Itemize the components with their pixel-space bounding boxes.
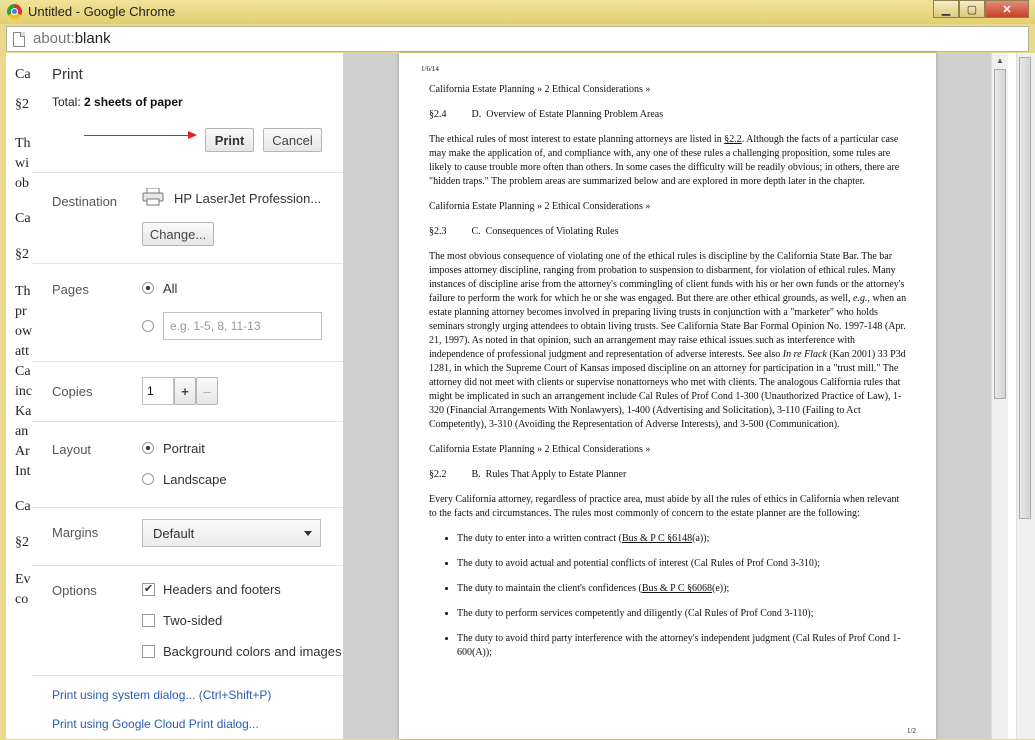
chrome-logo-icon [7, 4, 22, 19]
margins-selected-value: Default [153, 526, 195, 541]
section-heading: §2.3 C. Consequences of Violating Rules [429, 226, 619, 237]
text-run: . Although the facts of a particular case may make the application of, and compliance with, any one of these rules a challenging proposition, some rules are likely to cause trouble more often than others. In some cases the difficulty will be readily obvious; in others, there are "hidden traps." The problem areas are summarized below and are explored in more depth later in the chapter. [429, 134, 900, 187]
total-label: Total: [52, 95, 85, 109]
window-controls [933, 0, 1029, 18]
destination-label: Destination [52, 194, 118, 209]
background-text-fragment: Th [15, 136, 31, 151]
background-text-fragment: Int [15, 464, 31, 479]
layout-portrait-label: Portrait [163, 441, 205, 456]
pages-range-radio[interactable] [142, 320, 154, 332]
breadcrumb: California Estate Planning » 2 Ethical Considerations » [429, 444, 651, 455]
paragraph [429, 133, 909, 189]
change-destination-button[interactable]: Change... [142, 222, 214, 246]
copies-input[interactable] [142, 377, 174, 405]
section-heading: §2.2 B. Rules That Apply to Estate Planner [429, 469, 627, 480]
statute-link[interactable]: Bus & P C §6068 [641, 583, 713, 594]
print-button[interactable]: Print [205, 128, 254, 152]
paragraph: Every California attorney, regardless of practice area, must abide by all the rules of ethics in California when relevant to the facts and circumstances. The rules most commonly of concern to the estate planner are the following: [429, 494, 900, 519]
case-citation: In re Flack [782, 349, 827, 360]
margins-label: Margins [52, 525, 99, 540]
url-text [33, 30, 111, 47]
print-panel [32, 53, 344, 739]
text-run: The ethical rules of most interest to estate planning attorneys are listed in [429, 134, 725, 145]
minimize-icon[interactable]: ▁ [933, 0, 959, 18]
margins-select[interactable] [142, 519, 321, 547]
options-label: Options [52, 583, 97, 598]
background-text-fragment: co [15, 592, 29, 607]
text-run: (e)); [712, 583, 730, 594]
preview-document [429, 83, 909, 671]
background-text-fragment: ob [15, 176, 29, 191]
address-bar[interactable] [6, 26, 1029, 52]
preview-page [399, 53, 936, 739]
background-text-fragment: ow [15, 324, 33, 339]
background-text-fragment: Ar [15, 444, 30, 459]
list-item [457, 582, 909, 596]
background-text-fragment: Ca [15, 211, 31, 226]
rules-list [429, 532, 909, 660]
background-text-fragment: pr [15, 304, 27, 319]
url-scheme: about: [33, 30, 75, 47]
pages-label: Pages [52, 282, 89, 297]
paragraph [429, 250, 909, 432]
total-value: 2 sheets of paper [84, 95, 183, 109]
section-link[interactable]: §2.2 [724, 134, 742, 145]
text-run: The most obvious consequence of violating one of the ethical rules is discipline by the California State Bar. The bar imposes attorney discipline, ranging from probation to suspension to disbarment, for violation of ethical rules. Many instances of discipline arise from the attorney's commingling of client funds with his or her own funds or the attorney's failure to perform the work for which he or she was engaged. But there are other ethical grounds, as well, [429, 251, 905, 304]
pages-all-label: All [163, 281, 178, 296]
system-dialog-link[interactable]: Print using system dialog... (Ctrl+Shift+P) [52, 688, 272, 702]
list-item: • The duty to avoid third party interference with the attorney's independent judgment (Cal Rules of Prof Cond 1-600(A)); [457, 632, 909, 660]
copies-label: Copies [52, 384, 93, 399]
window-title: Untitled - Google Chrome [28, 4, 176, 19]
red-arrow-annotation [84, 135, 189, 136]
background-text-fragment: §2 [15, 535, 29, 550]
window-titlebar [0, 0, 1035, 24]
destination-section [32, 172, 343, 264]
printer-name: HP LaserJet Profession... [174, 191, 322, 206]
list-item: • The duty to avoid actual and potential conflicts of interest (Cal Rules of Prof Cond 3-310); [457, 557, 909, 571]
preview-header-date: 1/6/14 [421, 65, 439, 73]
chevron-down-icon [304, 531, 312, 536]
statute-link[interactable]: Bus & P C §6148 [621, 533, 693, 544]
layout-portrait-radio[interactable] [142, 442, 154, 454]
background-text-fragment: Th [15, 284, 31, 299]
preview-scrollbar-thumb[interactable] [994, 69, 1006, 399]
list-item [457, 532, 909, 546]
print-title: Print [52, 66, 83, 83]
url-rest: blank [74, 30, 111, 47]
copies-increment-button[interactable]: + [174, 377, 196, 405]
text-run: (Kan 2001) 33 P3d 1281, in which the Supreme Court of Kansas imposed discipline on an attorney for participation in a "trust mill." The attorney did not meet with clients or supervise nonattorneys who met with clients. The analogous California rules that might be implicated in such an arrangement include Cal Rules of Prof Cond 1-300 (Unauthorized Practice of Law), 1-320 (Financial Arrangements With Nonlawyers), 1-400 (Advertising and Solicitation), 3-110 (Failing to Act Competently), 3-310 (Avoiding the Representation of Adverse Interests), and 3-500 (Communication). [429, 349, 906, 430]
text-run: The duty to maintain the client's confidences ( [457, 583, 642, 594]
section-heading: §2.4 D. Overview of Estate Planning Problem Areas [429, 109, 664, 120]
copies-decrement-button[interactable]: – [196, 377, 218, 405]
total-sheets [52, 95, 183, 109]
printer-icon [142, 188, 164, 206]
two-sided-label: Two-sided [163, 613, 223, 628]
two-sided-checkbox[interactable] [142, 614, 155, 627]
breadcrumb: California Estate Planning » 2 Ethical Considerations » [429, 201, 651, 212]
background-text-fragment: inc [15, 384, 33, 399]
background-text-fragment: Ka [15, 404, 32, 419]
pages-range-input[interactable] [163, 312, 322, 340]
preview-scrollbar[interactable] [991, 53, 1008, 739]
layout-label: Layout [52, 442, 92, 457]
page-icon [13, 32, 25, 47]
background-graphics-checkbox[interactable] [142, 645, 155, 658]
preview-footer-page: 1/2 [907, 727, 916, 735]
layout-landscape-label: Landscape [163, 472, 227, 487]
text-run: e.g., [853, 293, 870, 304]
background-text-fragment: Ev [15, 572, 31, 587]
list-item: • The duty to perform services competently and diligently (Cal Rules of Prof Cond 3-110); [457, 607, 909, 621]
layout-section [32, 421, 343, 508]
background-text-fragment: §2 [15, 97, 29, 112]
print-preview-area [343, 53, 992, 739]
maximize-icon[interactable]: ▢ [959, 0, 985, 18]
page-scrollbar-thumb[interactable] [1019, 57, 1031, 519]
headers-footers-checkbox[interactable]: ✔ [143, 583, 154, 595]
close-icon[interactable]: ✕ [985, 0, 1029, 18]
background-text-fragment: Ca [15, 364, 31, 379]
scroll-up-icon[interactable]: ▲ [996, 56, 1004, 65]
text-run: The duty to enter into a written contract ( [457, 533, 622, 544]
headers-footers-label: Headers and footers [163, 582, 281, 597]
text-run: (a)); [692, 533, 710, 544]
background-text-fragment: an [15, 424, 29, 439]
page-scrollbar[interactable] [1016, 53, 1035, 739]
background-text-fragment: §2 [15, 247, 29, 262]
cancel-button[interactable]: Cancel [263, 128, 322, 152]
background-text-fragment: Ca [15, 67, 31, 82]
pages-all-radio[interactable] [142, 282, 154, 294]
background-graphics-label: Background colors and images [163, 644, 342, 659]
breadcrumb: California Estate Planning » 2 Ethical Considerations » [429, 84, 651, 95]
background-text-fragment: wi [15, 156, 29, 171]
text-run: when an estate planning attorney becomes involved in preparing living trusts in conjunction with a "marketer" who holds seminars strongly urging attendees to obtain living trusts. See California State Bar Formal Opinion No. 1997-148 (Apr. 21, 1997). As noted in that opinion, such an arrangement may raise ethical issues such as interference with independence of professional judgment and representation of adverse interests. See also [429, 293, 907, 360]
layout-landscape-radio[interactable] [142, 473, 154, 485]
cloud-print-link[interactable]: Print using Google Cloud Print dialog... [52, 717, 259, 731]
background-text-fragment: att [15, 344, 29, 359]
background-text-fragment: Ca [15, 499, 31, 514]
